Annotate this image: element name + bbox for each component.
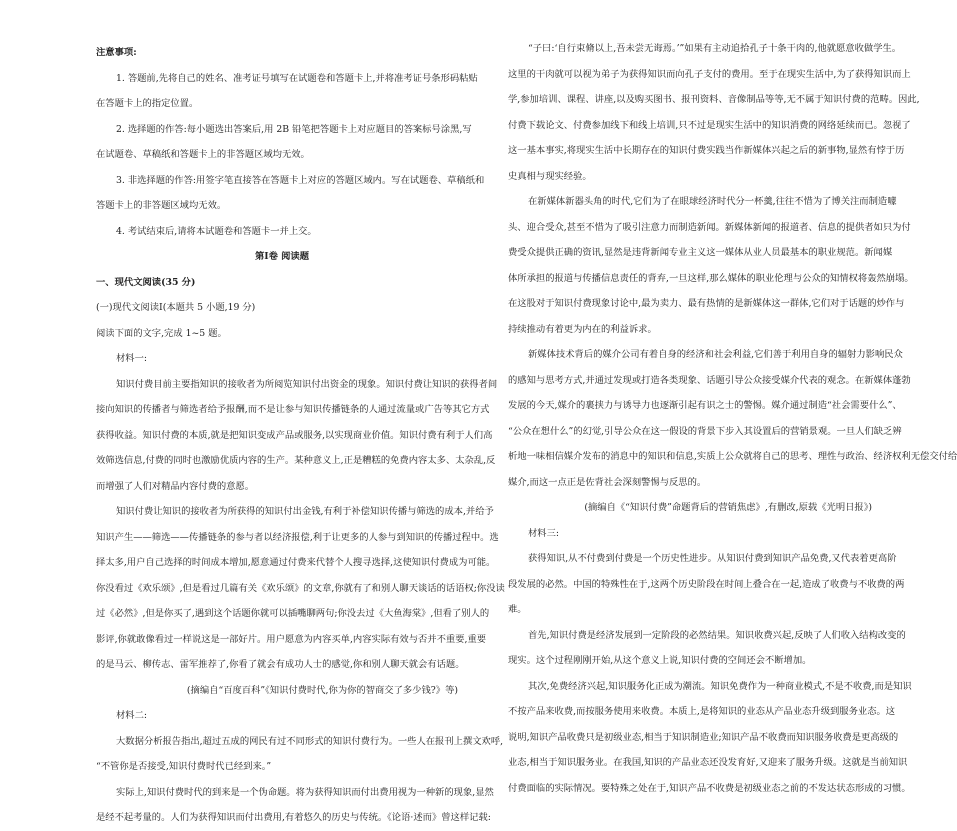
text-line: 难。 (508, 604, 527, 615)
text-line: 头、迎合受众,甚至不惜为了吸引注意力而制造新闻。新媒体新闻的报道者、信息的提供者如只为付 (508, 221, 911, 233)
notice-line: 在答题卡上的指定位置。 (96, 98, 199, 109)
text-line: 你没看过《欢乐颂》,但是看过几篇有关《欢乐颂》的文章,你就有了和别人聊天谈话的话语权;你没读 (96, 582, 505, 594)
text-line: 是经不起考量的。人们为获得知识而付出费用,有着悠久的历史与传统。《论语·述而》曾这样记载: (96, 812, 491, 823)
text-line: 说明,知识产品收费只是初级业态,相当于知识制造业;知识产品不收费而知识服务收费是更高级的 (508, 731, 899, 743)
text-line: 不按产品来收费,而按服务使用来收费。本质上,是将知识的业态从产品业态升级到服务业态。这 (508, 706, 896, 717)
text-line: 费受众提供正确的资讯,显然是违背新闻专业主义这一媒体从业人员最基本的职业规范。新闻媒 (508, 247, 893, 258)
part-title: 一、现代文阅读(35 分) (96, 276, 196, 288)
text-line: “子曰:‘自行束脩以上,吾未尝无诲焉。’”如果有主动追拾孔子十条干肉的,他就愿意收做学生。 (528, 43, 902, 54)
text-line: 体所承担的报道与传播信息责任的背弃,一旦这样,那么媒体的职业伦理与公众的知情权将轰然崩塌。 (508, 272, 914, 284)
text-line: 效筛选信息,付费的同时也激励优质内容的生产。某种意义上,正是糟糕的免费内容太多、太杂乱,反 (96, 455, 496, 466)
sub-title: (一)现代文阅读Ⅰ(本题共 5 小题,19 分) (96, 302, 256, 313)
text-line: 付费下载论文、付费参加线下和线上培训,只不过是现实生活中的知识消费的网络延续而已。忽视了 (508, 119, 911, 131)
text-line: 的是马云、柳传志、雷军推荐了,你看了就会有成功人士的感觉,你和别人聊天就会有话题。 (96, 659, 465, 670)
material-label: 材料二: (116, 710, 148, 721)
text-line: 新媒体技术背后的媒介公司有着自身的经济和社会利益,它们善于利用自身的辐射力影响民众 (528, 349, 903, 360)
instruction: 阅读下面的文字,完成 1~5 题。 (96, 327, 227, 339)
text-line: 知识产生——筛选——传播链条的参与者以经济报偿,利于让更多的人参与到知识的传播过程中。选 (96, 531, 499, 543)
text-line: 过《必然》,但是你买了,遇到这个话题你就可以插嘴聊两句;你没去过《大鱼海棠》,但看了别人的 (96, 608, 490, 619)
text-line: 现实。这个过程刚刚开始,从这个意义上说,知识付费的空间还会不断增加。 (508, 655, 812, 666)
source-note: (摘编自“百度百科”《知识付费时代,你为你的智商交了多少钱?》等) (186, 684, 458, 696)
text-line: 获得收益。知识付费的本质,就是把知识变成产品或服务,以实现商业价值。知识付费有利于人们高 (96, 429, 493, 441)
material-label: 材料三: (528, 527, 560, 539)
text-line: 持续推动有着更为内在的利益诉求。 (508, 323, 657, 335)
text-line: 析地一味相信媒介发布的消息中的知识和信息,实质上公众就将自己的思考、理性与政治、经济权利无偿交付给 (508, 451, 957, 462)
right-column (508, 0, 957, 801)
text-line: 付费面临的实际情况。要特殊之处在于,知识产品不收费是初级业态之前的不发达状态形成的习惯。 (508, 782, 911, 794)
text-line: 段发展的必然。中国的特殊性在于,这两个历史阶段在时间上叠合在一起,造成了收费与不收费的两 (508, 578, 905, 590)
text-line: 影评,你就敢像看过一样说这是一部好片。用户愿意为内容买单,内容实际有效与否并不重要,重要 (96, 633, 487, 645)
text-line: 知识付费让知识的接收者为所获得的知识付出金钱,有利于补偿知识传播与筛选的成本,并给予 (116, 506, 494, 517)
text-line: 学,参加培训、课程、讲座,以及购买图书、报刊资料、音像制品等等,无不属于知识付费的范畴。因此, (508, 94, 920, 105)
section-title: 第Ⅰ卷 阅读题 (254, 251, 310, 262)
notice-title: 注意事项: (96, 47, 137, 58)
text-line: 的感知与思考方式,并通过发现或打造各类现象、话题引导公众接受媒介代表的观念。在新媒体蓬勃 (508, 374, 911, 386)
notice-line: 2. 选择题的作答:每小题选出答案后,用 2B 铅笔把答题卡上对应题目的答案标号涂黑,写 (116, 123, 472, 135)
text-line: 择太多,用户自己选择的时间成本增加,愿意通过付费来代替个人搜寻选择,这使知识付费成为可能。 (96, 557, 496, 568)
text-line: 获得知识,从不付费到付费是一个历史性进步。从知识付费到知识产品免费,又代表着更高阶 (528, 553, 897, 564)
text-line: “公众在想什么”的幻觉,引导公众在这一假设的背景下步入其设置后的营销景观。一旦人们缺乏辨 (508, 425, 902, 437)
text-line: 在新媒体新器头角的时代,它们为了在眼球经济时代分一杯羹,往往不惜为了博关注而制造噱 (528, 196, 897, 207)
text-line: 实际上,知识付费时代的到来是一个伪命题。将为获得知识而付出费用视为一种新的现象,显然 (116, 786, 494, 798)
text-line: 首先,知识付费是经济发展到一定阶段的必然结果。知识收费兴起,反映了人们收入结构改变的 (528, 629, 906, 641)
text-line: “不管你是否接受,知识付费时代已经到来。” (96, 761, 272, 772)
left-column (96, 0, 505, 831)
text-line: 知识付费目前主要指知识的接收者为所阅览知识付出资金的现象。知识付费让知识的获得者间 (116, 378, 498, 390)
text-line: 接向知识的传播者与筛选者给予报酬,而不是让参与知识传播链条的人通过流量或广告等其它方式 (96, 404, 490, 415)
source-note: (摘编自《“知识付费”命题背后的营销焦虑》,有删改,原载《光明日报》) (584, 502, 872, 513)
notice-line: 1. 答题前,先将自己的姓名、准考证号填写在试题卷和答题卡上,并将准考证号条形码粘贴 (116, 72, 478, 84)
text-line: 媒介,而这一点正是佐背社会深刻警惕与反思的。 (508, 476, 707, 488)
notice-line: 在试题卷、草稿纸和答题卡上的非答题区域均无效。 (96, 149, 310, 160)
text-line: 这一基本事实,将现实生活中长期存在的知识付费实践当作新媒体兴起之后的新事物,显然有悖于历 (508, 145, 905, 156)
text-line: 其次,免费经济兴起,知识服务化正成为潮流。知识免费作为一种商业模式,不是不收费,而是知识 (528, 680, 912, 692)
text-line: 在这股对于知识付费现象讨论中,最为卖力、最有热情的是新媒体这一群体,它们对于话题的炒作与 (508, 298, 905, 309)
text-line: 发展的今天,媒介的裹挟力与诱导力也逐渐引起有识之士的警惕。媒介通过制造“社会需要什么”、 (508, 400, 902, 411)
text-line: 史真相与现实经验。 (508, 170, 592, 182)
notice-line: 3. 非选择题的作答:用签字笔直接答在答题卡上对应的答题区域内。写在试题卷、草稿纸和 (116, 174, 485, 186)
text-line: 而增强了人们对精品内容付费的意愿。 (96, 480, 255, 492)
text-line: 这里的干肉就可以视为弟子为获得知识而向孔子支付的费用。至于在现实生活中,为了获得知识而上 (508, 68, 911, 80)
notice-line: 4. 考试结束后,请将本试题卷和答题卡一并上交。 (116, 225, 317, 237)
text-line: 业态,相当于知识服务业。在我国,知识的产品业态还没发育好,又迎来了服务升级。这就是当前知识 (508, 757, 908, 768)
material-label: 材料一: (116, 353, 148, 364)
text-line: 大数据分析报告指出,超过五成的网民有过不同形式的知识付费行为。一些人在报刊上撰文欢呼, (116, 735, 504, 747)
notice-line: 答题卡上的非答题区域均无效。 (96, 200, 227, 211)
